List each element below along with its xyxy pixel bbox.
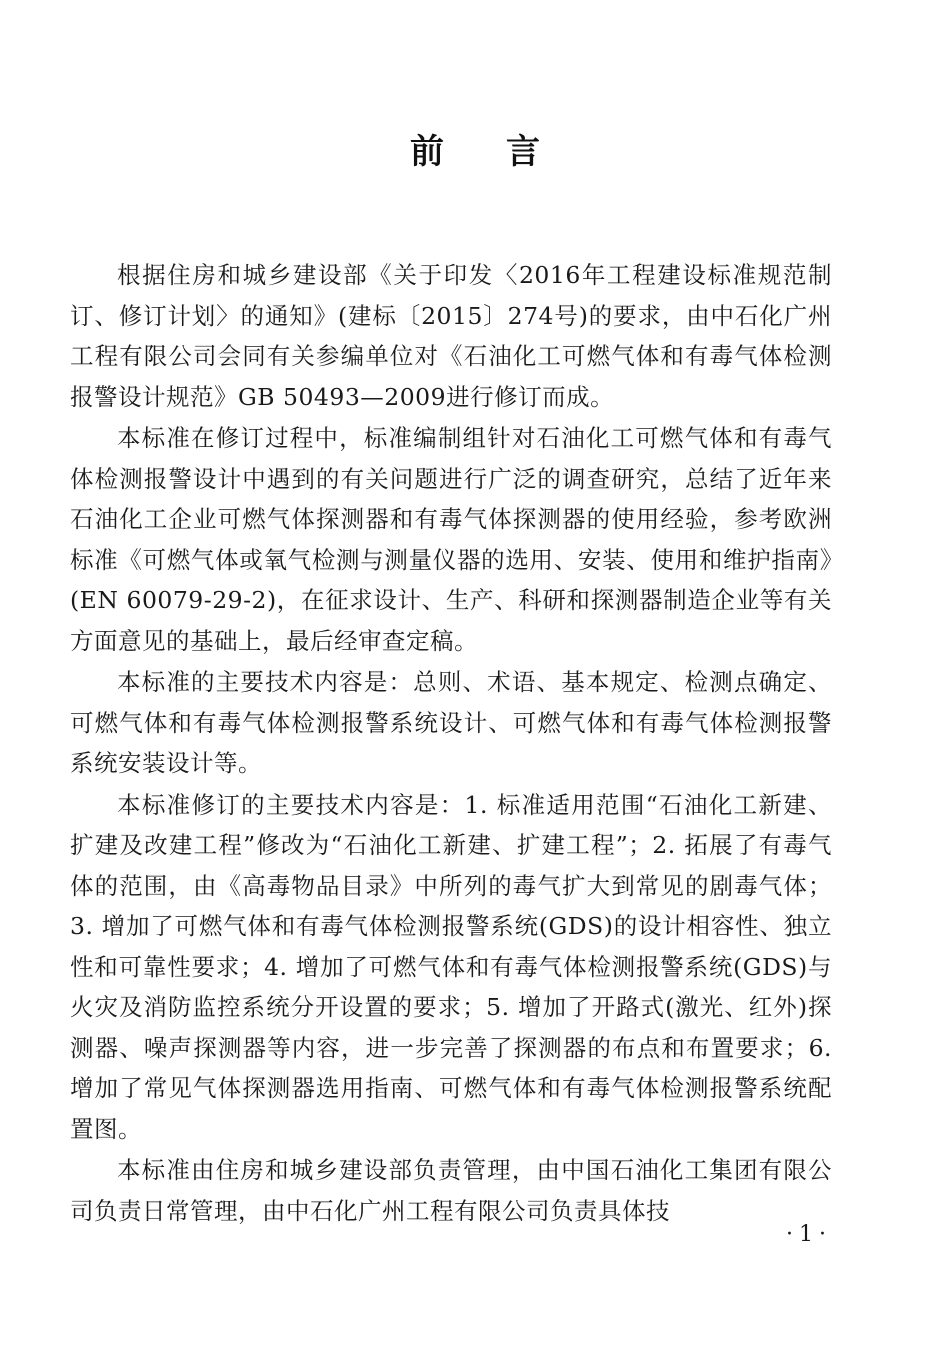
paragraph-main-content: 本标准的主要技术内容是：总则、术语、基本规定、检测点确定、可燃气体和有毒气体检测报警系统设计、可燃气体和有毒气体检测报警系统安装设计等。 [70, 668, 832, 777]
paragraph-basis: 根据住房和城乡建设部《关于印发〈2016年工程建设标准规范制订、修订计划〉的通知》(建标〔2015〕274号)的要求，由中石化广州工程有限公司会同有关参编单位对《石油化工可燃气体和有毒气体检测报警设计规范》GB 50493—2009进行修订而成。 [70, 261, 832, 411]
paragraph-management: 本标准由住房和城乡建设部负责管理，由中国石油化工集团有限公司负责日常管理，由中石化广州工程有限公司负责具体技 [70, 1156, 832, 1225]
page-title: 前言 [410, 132, 602, 172]
page-number: ·1· [786, 1222, 832, 1247]
paragraph-revision-process: 本标准在修订过程中，标准编制组针对石油化工可燃气体和有毒气体检测报警设计中遇到的有关问题进行广泛的调查研究，总结了近年来石油化工企业可燃气体探测器和有毒气体探测器的使用经验，参考欧洲标准《可燃气体或氧气检测与测量仪器的选用、安装、使用和维护指南》(EN 60079-29-2)，在征求设计、生产、科研和探测器制造企业等有关方面意见的基础上，最后经审查定稿。 [70, 424, 832, 655]
document-body [70, 255, 832, 1232]
paragraph-revision-changes: 本标准修订的主要技术内容是：1. 标准适用范围“石油化工新建、扩建及改建工程”修改为“石油化工新建、扩建工程”；2. 拓展了有毒气体的范围，由《高毒物品目录》中所列的毒气扩大到常见的剧毒气体；3. 增加了可燃气体和有毒气体检测报警系统(GDS)的设计相容性、独立性和可靠性要求；4. 增加了可燃气体和有毒气体检测报警系统(GDS)与火灾及消防监控系统分开设置的要求；5. 增加了开路式(激光、红外)探测器、噪声探测器等内容，进一步完善了探测器的布点和布置要求；6. 增加了常见气体探测器选用指南、可燃气体和有毒气体检测报警系统配置图。 [70, 790, 832, 1143]
